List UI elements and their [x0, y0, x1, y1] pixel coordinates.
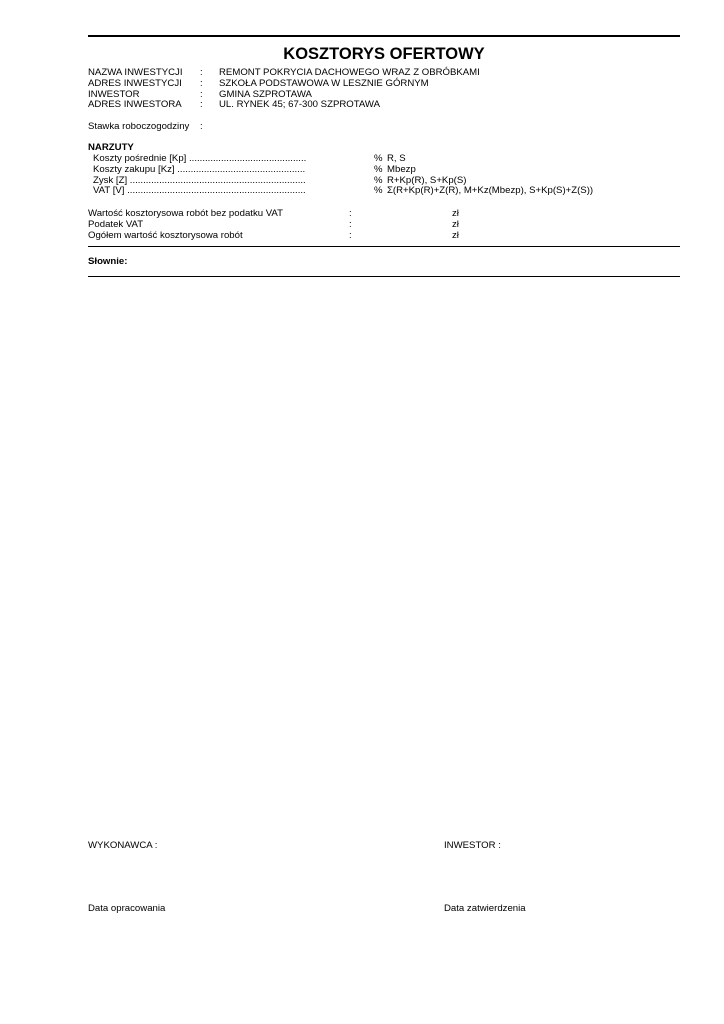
header-value-inwestor: GMINA SZPROTAWA — [219, 89, 312, 100]
slownie-top-rule — [88, 246, 680, 247]
header-sep-inwestor: : — [200, 89, 203, 100]
narzut-label-kp: Koszty pośrednie [Kp] ............................................ — [93, 153, 307, 164]
total-sep-netto: : — [349, 208, 352, 219]
narzut-unit-vat: % — [374, 185, 383, 196]
top-rule — [88, 35, 680, 37]
wykonawca-label: WYKONAWCA : — [88, 840, 158, 851]
document-title: KOSZTORYS OFERTOWY — [283, 45, 485, 63]
slownie-bottom-rule — [88, 276, 680, 277]
narzut-label-kz: Koszty zakupu [Kz] ................................................ — [93, 164, 306, 175]
header-value-adres-inwestycji: SZKOŁA PODSTAWOWA W LESZNIE GÓRNYM — [219, 78, 429, 89]
header-sep-adres-inwestycji: : — [200, 78, 203, 89]
total-label-brutto: Ogółem wartość kosztorysowa robót — [88, 230, 243, 241]
slownie-label: Słownie: — [88, 256, 128, 267]
header-label-adres-inwestycji: ADRES INWESTYCJI — [88, 78, 182, 89]
stawka-label: Stawka roboczogodziny — [88, 121, 190, 132]
total-unit-netto: zł — [452, 208, 459, 219]
narzut-formula-kz: Mbezp — [387, 164, 416, 175]
header-label-adres-inwestora: ADRES INWESTORA — [88, 99, 182, 110]
stawka-sep: : — [200, 121, 203, 132]
narzut-formula-vat: Σ(R+Kp(R)+Z(R), M+Kz(Mbezp), S+Kp(S)+Z(S)) — [387, 185, 594, 196]
total-sep-brutto: : — [349, 230, 352, 241]
narzut-formula-kp: R, S — [387, 153, 406, 164]
data-opracowania-label: Data opracowania — [88, 903, 166, 914]
inwestor-label: INWESTOR : — [444, 840, 501, 851]
header-label-inwestor: INWESTOR — [88, 89, 140, 100]
narzut-unit-kp: % — [374, 153, 383, 164]
header-label-nazwa: NAZWA INWESTYCJI — [88, 67, 183, 78]
total-label-netto: Wartość kosztorysowa robót bez podatku VAT — [88, 208, 283, 219]
header-value-adres-inwestora: UL. RYNEK 45; 67-300 SZPROTAWA — [219, 99, 381, 110]
header-sep-adres-inwestora: : — [200, 99, 203, 110]
narzut-formula-zysk: R+Kp(R), S+Kp(S) — [387, 175, 467, 186]
total-unit-brutto: zł — [452, 230, 459, 241]
total-label-vat: Podatek VAT — [88, 219, 144, 230]
narzut-unit-zysk: % — [374, 175, 383, 186]
total-sep-vat: : — [349, 219, 352, 230]
narzut-unit-kz: % — [374, 164, 383, 175]
narzuty-heading: NARZUTY — [88, 142, 134, 153]
narzut-label-zysk: Zysk [Z] .................................................................. — [93, 175, 306, 186]
header-value-nazwa: REMONT POKRYCIA DACHOWEGO WRAZ Z OBRÓBKAMI — [219, 67, 480, 78]
data-zatwierdzenia-label: Data zatwierdzenia — [444, 903, 526, 914]
total-unit-vat: zł — [452, 219, 459, 230]
narzut-label-vat: VAT [V] ................................................................... — [93, 185, 306, 196]
header-sep-nazwa: : — [200, 67, 203, 78]
